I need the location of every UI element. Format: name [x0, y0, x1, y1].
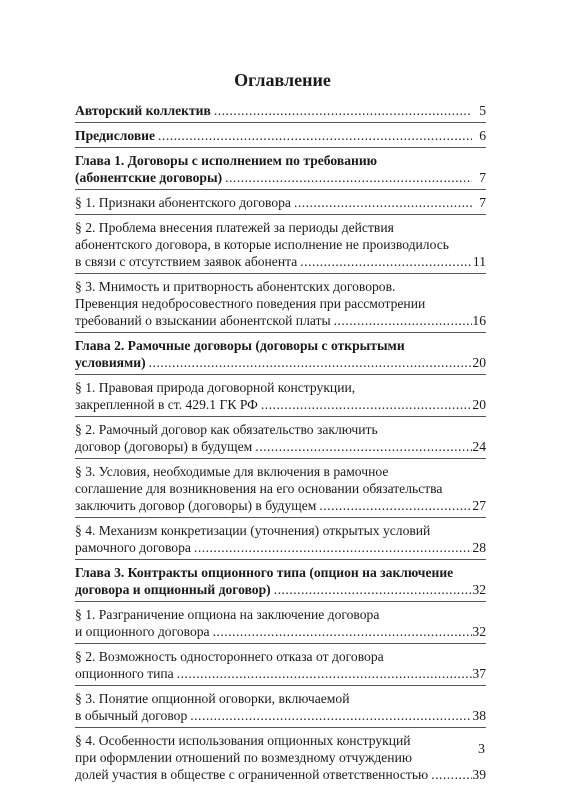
toc-page-number: 6: [479, 128, 486, 143]
toc-entry: [75, 648, 486, 682]
toc-entry: [75, 690, 486, 724]
page-title: Оглавление: [234, 70, 331, 90]
page-number: 3: [478, 742, 485, 757]
divider: [75, 374, 486, 375]
toc-entry-line: Глава 1. Договоры с исполнением по требованию: [75, 153, 378, 168]
divider: [75, 643, 486, 644]
toc-entry-line: условиями): [75, 355, 146, 370]
dot-leader: [258, 396, 472, 413]
toc-entry: [75, 219, 486, 270]
divider: [75, 517, 486, 518]
toc-page-number: 37: [472, 666, 486, 681]
toc-entry: [75, 127, 486, 144]
toc-entry-line: § 1. Правовая природа договорной конструкции,: [75, 380, 356, 395]
toc-page-number: 38: [472, 708, 486, 723]
toc-entry-line: § 2. Возможность одностороннего отказа от договора: [75, 649, 384, 664]
toc-entry-line: долей участия в обществе с ограниченной ответственностью: [75, 767, 429, 782]
toc-entry-line: Предисловие: [75, 128, 156, 143]
toc-entry-line: § 3. Условия, необходимые для включения в рамочное: [75, 464, 389, 479]
toc-entry: [75, 564, 486, 598]
toc-entry: [75, 463, 486, 514]
toc-entry: [75, 278, 486, 329]
toc-page-number: 7: [479, 170, 486, 185]
toc-entry-line: опционного типа: [75, 666, 174, 681]
divider: [75, 189, 486, 190]
toc-entry-line: (абонентские договоры): [75, 170, 223, 185]
toc-entry-line: рамочного договора: [75, 540, 191, 555]
toc-entry: [75, 421, 486, 455]
toc-entry-line: Превенция недобросовестного поведения при рассмотрении: [75, 296, 426, 311]
dot-leader: [187, 707, 472, 724]
toc-entry-line: в обычный договор: [75, 708, 188, 723]
toc-page-number: 28: [472, 540, 486, 555]
divider: [75, 273, 486, 274]
toc-page-number: 24: [472, 439, 486, 454]
divider: [75, 416, 486, 417]
toc-entry-line: абонентского договора, в которые исполнение не производилось: [75, 237, 449, 252]
toc-page-number: 32: [472, 624, 486, 639]
toc-entry-line: § 2. Рамочный договор как обязательство заключить: [75, 422, 378, 437]
dot-leader: [331, 312, 472, 329]
toc-entry: [75, 152, 486, 186]
divider: [75, 685, 486, 686]
dot-leader: [271, 581, 472, 598]
divider: [75, 601, 486, 602]
toc-entry-line: договора и опционный договор): [75, 582, 271, 597]
dot-leader: [146, 354, 472, 371]
toc-entry: [75, 522, 486, 556]
divider: [75, 559, 486, 560]
toc-entry-line: заключить договор (договоры) в будущем: [75, 498, 317, 513]
divider: [75, 147, 486, 148]
dot-leader: [428, 766, 472, 783]
dot-leader: [210, 623, 472, 640]
divider: [75, 727, 486, 728]
toc-page-number: 32: [472, 582, 486, 597]
toc-page-number: 27: [472, 498, 486, 513]
toc-entry-line: в связи с отсутствием заявок абонента: [75, 254, 298, 269]
toc-entry: [75, 379, 486, 413]
toc-page-number: 7: [479, 195, 486, 210]
toc-entry-line: требований о взыскании абонентской платы: [75, 313, 331, 328]
toc-entry-line: при оформлении отношений по возмездному отчуждению: [75, 750, 413, 765]
toc-entry-line: § 3. Мнимость и притворность абонентских договоров.: [75, 279, 396, 294]
dot-leader: [211, 102, 472, 119]
toc-entry-line: § 4. Механизм конкретизации (уточнения) открытых условий: [75, 523, 431, 538]
toc-entry-line: Глава 3. Контракты опционного типа (опцион на заключение: [75, 565, 454, 580]
dot-leader: [291, 194, 472, 211]
divider: [75, 214, 486, 215]
dot-leader: [222, 169, 472, 186]
toc-entry-line: § 1. Разграничение опциона на заключение договора: [75, 607, 380, 622]
dot-leader: [252, 438, 472, 455]
toc-page-number: 5: [479, 103, 486, 118]
toc-entry-line: закрепленной в ст. 429.1 ГК РФ: [75, 397, 258, 412]
toc-entry-line: и опционного договора: [75, 624, 210, 639]
divider: [75, 332, 486, 333]
divider: [75, 122, 486, 123]
toc-entry-line: Глава 2. Рамочные договоры (договоры с открытыми: [75, 338, 405, 353]
toc-entry-line: § 3. Понятие опционной оговорки, включаемой: [75, 691, 350, 706]
dot-leader: [316, 497, 472, 514]
toc-page-number: 39: [472, 767, 486, 782]
table-of-contents: [75, 102, 486, 783]
dot-leader: [297, 253, 472, 270]
toc-entry-line: § 1. Признаки абонентского договора: [75, 195, 291, 210]
toc-entry: [75, 102, 486, 119]
dot-leader: [174, 665, 472, 682]
toc-page-number: 16: [472, 313, 486, 328]
divider: [75, 458, 486, 459]
toc-entry-line: § 4. Особенности использования опционных конструкций: [75, 733, 411, 748]
toc-page-number: 20: [472, 397, 486, 412]
toc-entry: [75, 606, 486, 640]
toc-entry: [75, 337, 486, 371]
dot-leader: [155, 127, 472, 144]
toc-entry-line: Авторский коллектив: [75, 103, 211, 118]
toc-entry-line: § 2. Проблема внесения платежей за периоды действия: [75, 220, 394, 235]
toc-entry-line: соглашение для возникновения на его основании обязательства: [75, 481, 443, 496]
toc-page-number: 20: [472, 355, 486, 370]
toc-entry-line: договор (договоры) в будущем: [75, 439, 253, 454]
toc-entry: [75, 732, 486, 783]
dot-leader: [191, 539, 472, 556]
toc-entry: [75, 194, 486, 211]
toc-page-number: 11: [472, 254, 486, 269]
